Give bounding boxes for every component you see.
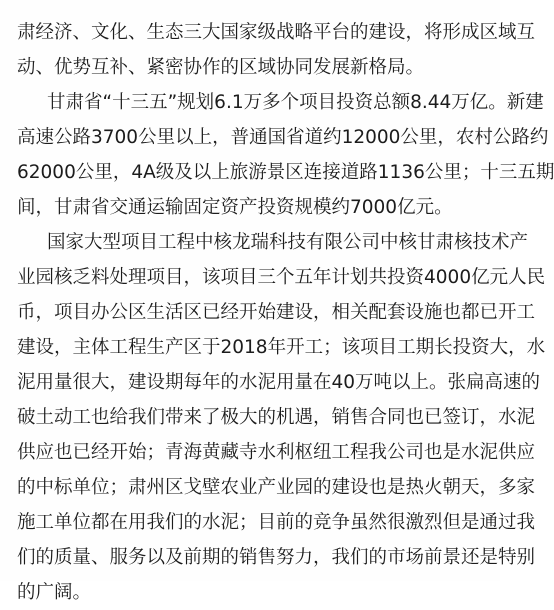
text-line: 破土动工也给我们带来了极大的机遇，销售合同也已签订，水泥: [17, 407, 536, 428]
text-line: 高速公路3700公里以上，普通国省道约12000公里，农村公路约: [17, 127, 549, 148]
text-line: 业园核乏料处理项目，该项目三个五年计划共投资4000亿元人民: [17, 267, 546, 288]
text-line: 甘肃省“十三五”规划6.1万多个项目投资总额8.44万亿。新建: [47, 92, 544, 113]
text-line: 建设，主体工程生产区于2018年开工；该项目工期长投资大，水: [17, 337, 546, 358]
text-line: 的中标单位；肃州区戈壁农业产业园的建设也是热火朝天，多家: [17, 477, 536, 498]
text-line: 肃经济、文化、生态三大国家级战略平台的建设，将形成区域互: [17, 22, 536, 43]
text-line: 62000公里，4A级及以上旅游景区连接道路1136公里；十三五期: [17, 162, 554, 183]
text-line: 施工单位都在用我们的水泥；目前的竞争虽然很激烈但是通过我: [17, 512, 536, 533]
text-line: 币，项目办公区生活区已经开始建设，相关配套设施也都已开工: [17, 302, 536, 323]
text-line: 的广阔。: [17, 582, 92, 603]
text-line: 国家大型项目工程中核龙瑞科技有限公司中核甘肃核技术产: [47, 232, 529, 253]
text-line: 泥用量很大，建设期每年的水泥用量在40万吨以上。张扁高速的: [17, 372, 541, 393]
text-line: 动、优势互补、紧密协作的区域协同发展新格局。: [17, 57, 425, 78]
text-line: 供应也已经开始；青海黄藏寺水利枢纽工程我公司也是水泥供应: [17, 442, 536, 463]
text-line: 间，甘肃省交通运输固定资产投资规模约7000亿元。: [17, 197, 453, 218]
text-line: 们的质量、服务以及前期的销售努力，我们的市场前景还是特别: [17, 547, 536, 568]
